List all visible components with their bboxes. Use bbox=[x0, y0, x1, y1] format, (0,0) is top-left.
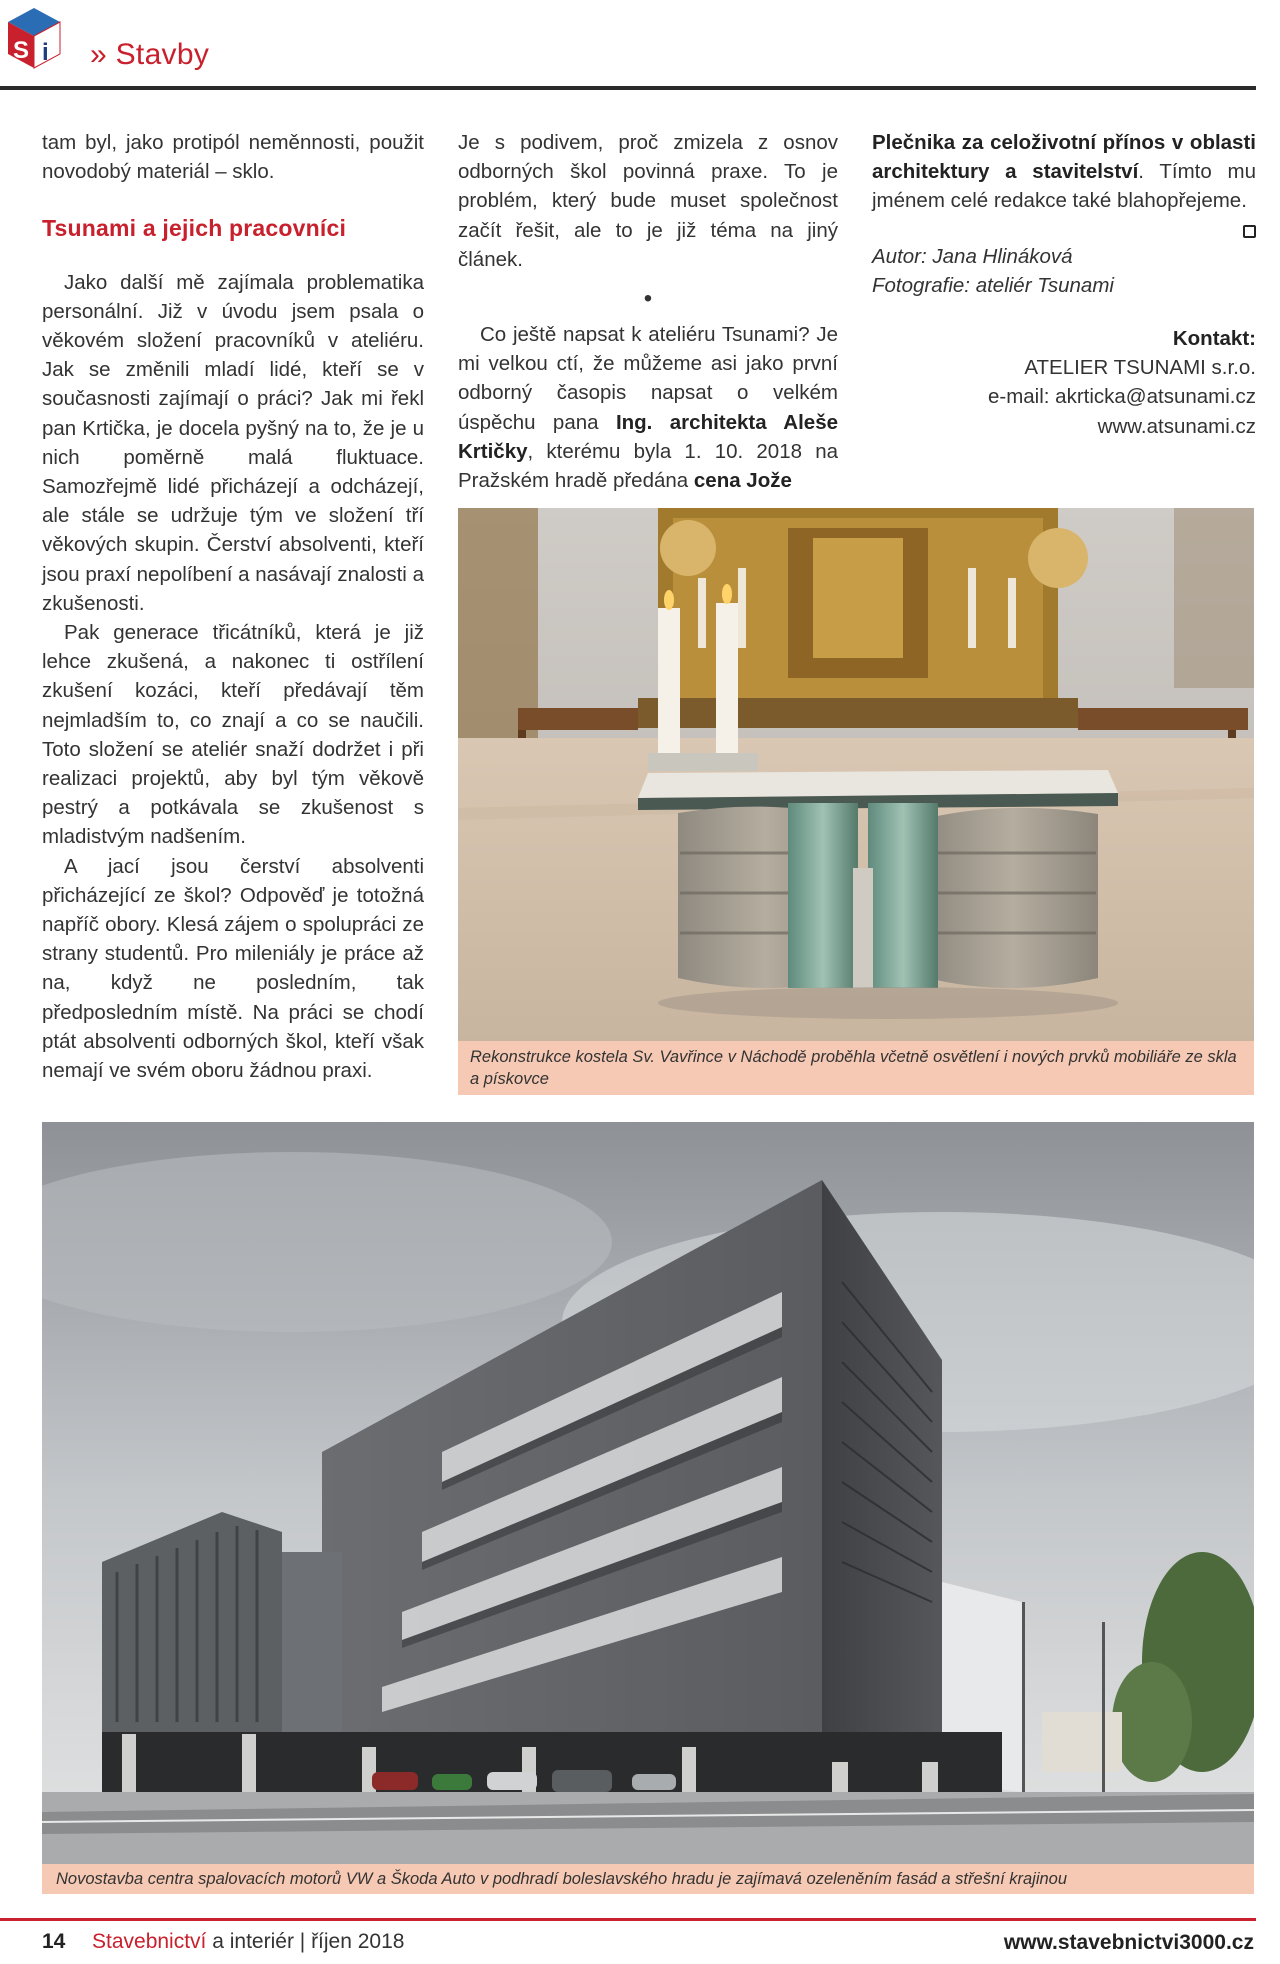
website-link[interactable]: www.stavebnictvi3000.cz bbox=[1003, 1931, 1254, 1954]
paragraph: A jací jsou čerství absolventi přicházející ze škol? Odpověď je totožná napříč obory. Klesá zájem o spolupráci ze strany studentů. Pro mileniály je práce až na, když ne posledním, tak předposledním místě. Na práci se chodí ptát absolventi odborných škol, kteří však nemají ve svém oboru žádnou praxi. bbox=[42, 854, 424, 1083]
contact-block bbox=[872, 324, 1256, 441]
section-label: » Stavby bbox=[90, 38, 210, 71]
article-end-icon bbox=[1243, 225, 1256, 238]
page-number: 14 bbox=[42, 1930, 66, 1953]
contact-heading: Kontakt: bbox=[1172, 327, 1256, 351]
building-photo bbox=[42, 1122, 1254, 1864]
section-bullet: • bbox=[643, 285, 653, 313]
contact-website: www.atsunami.cz bbox=[1097, 414, 1256, 438]
text-span: Co ještě napsat k ateliéru Tsunami? Je mi velkou ctí, že můžeme asi jako první odborný časopis napsat o velkém úspěchu pana bbox=[458, 323, 838, 434]
paragraph bbox=[458, 320, 838, 495]
altar-photo bbox=[458, 508, 1254, 1041]
column-middle bbox=[458, 128, 838, 495]
paragraph bbox=[872, 128, 1256, 216]
paragraph-intro: tam byl, jako protipól neměnnosti, použit novodobý materiál – sklo. bbox=[42, 131, 424, 184]
footer-rule bbox=[0, 1918, 1256, 1921]
magazine-issue-date: a interiér | říjen 2018 bbox=[206, 1930, 405, 1953]
paragraph: Pak generace třicátníků, která je již lehce zkušená, a nakonec ti ostřílení zkušení kozáci, kteří předávají těm nejmladším to, co znají a co se naučili. Toto složení se ateliér snaží dodržet i při realizaci projektů, aby byl tým věkově pestrý a potkávala se zkušenost s mladistvým nadšením. bbox=[42, 621, 424, 849]
text-bold: cena Jože bbox=[693, 469, 792, 493]
paragraph: Je s podivem, proč zmizela z osnov odborných škol povinná praxe. To je problém, který bude muset společnost začít řešit, ale to je již téma na jiný článek. bbox=[458, 131, 838, 271]
author-credit: Autor: Jana Hlináková bbox=[872, 244, 1073, 268]
svg-text:i: i bbox=[42, 39, 49, 66]
text-bold: Plečnika za celoživotní přínos v oblasti architektury a stavitelství bbox=[872, 131, 1256, 184]
contact-email: e-mail: akrticka@atsunami.cz bbox=[987, 385, 1256, 409]
paragraph: Jako další mě zajímala problematika personální. Již v úvodu jsem psala o věkovém složení pracovníků v ateliéru. Jak se změnili mladí lidé, kteří se v současnosti zajímají o práci? Jak mi řekl pan Krtička, je docela pyšný na to, že je u nich poměrně malá fluktuace. Samozřejmě lidé přicházejí a odcházejí, ale stále se udržuje tým ve složení tří věkových skupin. Čerství absolventi, kteří jsou praxí nepolíbení a nasávají znalosti a zkušenosti. bbox=[42, 270, 424, 615]
credits bbox=[872, 242, 1256, 300]
text-span: , kterému byla 1. 10. 2018 na Pražském hradě předána bbox=[458, 439, 838, 493]
subheading: Tsunami a jejich pracovníci bbox=[42, 215, 347, 242]
column-left bbox=[42, 128, 424, 1085]
text-bold: Ing. architekta Aleše Krtičky bbox=[458, 410, 838, 463]
photo-credit: Fotografie: ateliér Tsunami bbox=[872, 273, 1114, 297]
photo-caption: Rekonstrukce kostela Sv. Vavřince v Náchodě proběhla včetně osvětlení i nových prvků mobiliáře ze skla a pískovce bbox=[458, 1041, 1254, 1095]
magazine-logo bbox=[4, 6, 64, 72]
magazine-issue bbox=[92, 1930, 404, 1954]
header-rule bbox=[0, 86, 1256, 90]
svg-text:S: S bbox=[13, 37, 30, 64]
photo-caption: Novostavba centra spalovacích motorů VW a Škoda Auto v podhradí boleslavského hradu je zajímavá ozeleněním fasád a střešní krajinou bbox=[42, 1864, 1254, 1894]
text-span: . Tímto mu jménem celé redakce také blahopřejeme. bbox=[872, 160, 1256, 213]
contact-company: ATELIER TSUNAMI s.r.o. bbox=[1024, 356, 1256, 380]
column-right bbox=[872, 128, 1256, 441]
magazine-brand: Stavebnictví bbox=[92, 1930, 207, 1953]
